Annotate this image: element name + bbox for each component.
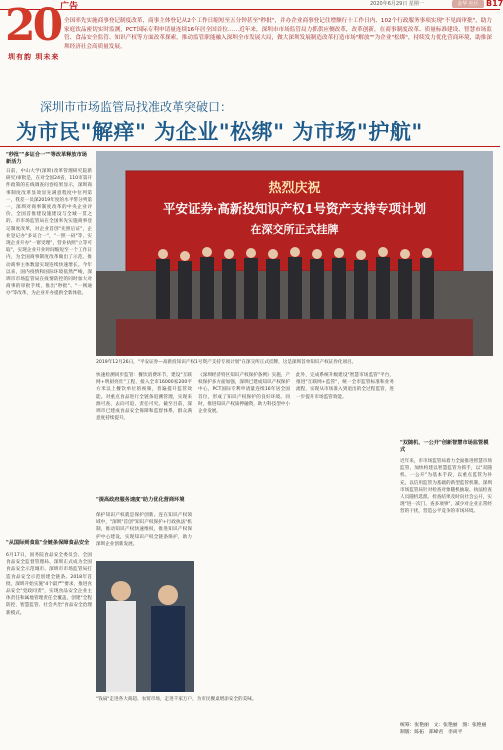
kicker-headline: 深圳市市场监管局找准改革突破口： (40, 100, 233, 114)
credits (400, 722, 486, 736)
anniversary-logo (5, 0, 61, 54)
banner-line-3: 在深交所正式挂牌 (250, 223, 339, 236)
middle-heading: "提高政府服务速度"助力优化营商环境 (96, 497, 185, 503)
headline-rule (0, 146, 500, 147)
left-heading: "秒批""多证合一""等改革释放市场新活力 (6, 152, 87, 165)
page-number: B17 (486, 0, 503, 8)
section-badge: 金华 社区 (452, 0, 484, 8)
left-heading-2: "从国际到食监"全链条保障食品安全 (6, 540, 90, 546)
left-body: 日前，中山大学(深圳)改革管理研究院新研究)审批是，在对全国24省，110市第开件政策的在线调查问卷结果显示，深圳商事制度改革显效显先满意程度中位列第一，我差一员深2019年度的水平带分列第一，深圳对商事制度改革的中央企业评价，全国首推建设施建设与全城一贯之的。市市场监管局在全国率先实施商事登记制度改革，对企业首创"先照后证"，企业登记办"多证合一"，"一照一码"等，实现企业开办"一窗受理"，营业执照"立等可取"，实现企业开业时间缩短至一个工作日内，为全国商事制度改革做出了示范，推动商事主体数量实现连续快速增长。今年以来，国内疫情和国际环境依然严峻，深圳市市场监管局在疫情防控的同时加大对商事的审批手续，推出"秒批"、"一网通办"等改革，为企业开办提供全新体验。 (6, 169, 92, 297)
right-body-b: 近年来，市市场监管局着力全面推进智慧市场监管，加快构建以智慧监管为抓手，以"双随机、一公开"为基本手段，以重点监管为补充，以信用监管为基础的新型监管机制。深圳市场监管局针对检查对象随机抽取、执法检查人员随机选派、检查结果及时向社会公开，实现"进一次门、查多项事"，减少对企业正常经营的干扰，营造公平竞争的市场环境。 (400, 459, 492, 515)
banner-line-2: 平安证券·高新投知识产权1号资产支持专项计划 (162, 201, 427, 216)
inspection-caption: "钱扇"走进各大商超、农贸市场，走进千家万户，为市民餐桌增添安全的美味。 (96, 697, 257, 702)
signing-ceremony-photo (96, 151, 493, 356)
center-body: 《深圳经济特区知识产权保护条例》实施，产权保护多方面加强，深圳已建成知识产权保护中心，PCT国际专利申请量连续16年居全国首位，形成了知识产权保护的良好环境。同时，推进知识产权质押融资，助力科技型中小企业发展。 (198, 373, 290, 415)
left-body-2: 6月17日，国务院食品安全委员会、全国食品安全监督管理局、深圳正式成为全国食品安全示范城市。深圳市市场监管局打造食品安全示范创建全链条。2018年首批，深圳开始实施"4个最严"要求，推进食品安全"党政同责"，实现食品安全企业主体责任和属地管理责任全覆盖，创建"全程防控、智慧监管、社会共治"食品安全治理新模式。 (6, 553, 92, 616)
credits-line-1: 统筹：张艳丽 文：张艳丽 图：张艳丽 (400, 723, 487, 728)
logo-slogan: 圳有韵 圳未来 (8, 53, 60, 61)
inspection-photo (96, 561, 194, 692)
right-heading: "双随机、一公开"创新智慧市场监管模式 (400, 440, 489, 453)
section-label: 广告 (60, 2, 79, 12)
inspection-illustration (96, 561, 194, 692)
main-headline: 为市民"解痒" 为企业"松绑" 为市场"护航" (16, 119, 423, 144)
banner-line-1: 热烈庆祝 (268, 181, 321, 196)
logo-number: 20 (5, 0, 61, 51)
photo-caption: 2019年12月26日，"平安证券—高新投知识产权1号资产支持专项计划"在深交所正式挂牌，这是深圳首单知识产权证券化项目。 (96, 360, 357, 365)
middle-body: 快速检测同步监管：餐饮消费环节，建设"互联网+明厨亮灶"工程，接入全市16000家200平方米以上餐饮单位的视频，普遍提升监管效能。对重点食品进行全链条追溯管理，实现来源可查、去向可追、责任可究。截至目前，深圳市已建成食品安全保障和监督体系，群众满意度持续提升。 (96, 373, 192, 422)
issue-date: 2020年6月29日 星期一 (370, 1, 424, 7)
intro-paragraph: 全国率先实施商事登记制度改革，商事主体登记从2个工作日缩短至五分钟甚至"秒批"，并办企业商事登记住增额行十工作日内、102个行政服务事项实现"不见面审批"，助力家庭饮品密切实时监测，PCT国际专利申请量连续16年居全国首位……近年来，深圳市市场监管局力抓供应侧改革，改革创新，在商事制度改革、质量标准建设、智慧市场监管、食品安全监管、知识产权等方面改革探索，推动监管职能融入深圳全市发展大局，做大深圳发展制造改革打造市场"解放""为企业"松绑"，持续发力优化营商环境，助推深圳经济社会高质量发展。 (64, 18, 492, 50)
middle-body-2: 保护知识产权就是保护创新。连在知识产权领域中，"深圳"首创"知识产权保护+行政执法"机制，推动知识产权快速维权，推进知识产权保护中心建设，实现知识产权全链条保护，助力深圳企业创新发展。 (96, 513, 192, 547)
right-body-a: 此外，完成系统升级建设"智慧市场监管"平台，推进"互联网+监管"，统一全市监管标准和业务流程，实现从市场准入到退出的全过程监管，进一步提升市场监管效能。 (296, 373, 394, 400)
credits-line-2: 制版：陈拓 郑峰君 李尚平 (400, 730, 463, 735)
